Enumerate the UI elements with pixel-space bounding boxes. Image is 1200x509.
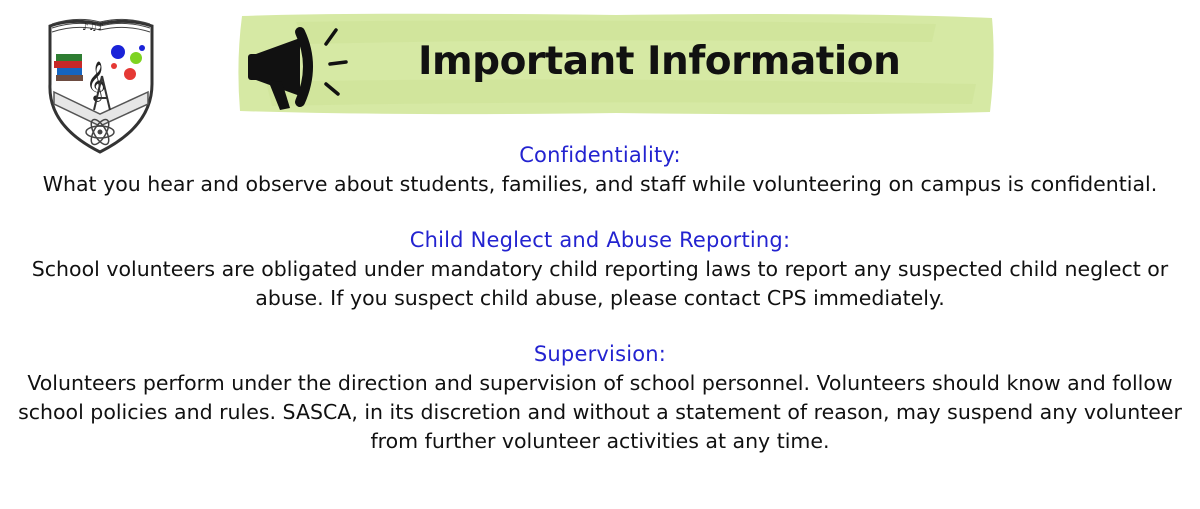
header-banner — [236, 12, 996, 116]
svg-text:♪♫♪: ♪♫♪ — [82, 22, 104, 33]
page-title: Important Information — [418, 39, 901, 84]
section-text: Volunteers perform under the direction and supervision of school personnel. Volunteers should know and follow school policies and rules. SASCA, in its discretion and without a statement of reason, may suspend any volunteer from further volunteer activities at any time. — [18, 371, 1182, 453]
section-text: What you hear and observe about students, families, and staff while volunteering on campus is confidential. — [42, 172, 1158, 196]
section-text: School volunteers are obligated under mandatory child reporting laws to report any suspected child neglect or abuse. If you suspect child abuse, please contact CPS immediately. — [31, 257, 1169, 310]
section-heading: Confidentiality: — [519, 143, 681, 167]
megaphone-icon — [242, 18, 352, 118]
svg-text:𝄞: 𝄞 — [86, 61, 107, 101]
school-crest-logo — [42, 14, 160, 154]
section-supervision — [0, 339, 1200, 456]
school-crest-icon — [42, 14, 160, 154]
section-heading: Child Neglect and Abuse Reporting: — [409, 228, 791, 252]
section-confidentiality — [0, 140, 1200, 199]
section-heading: Supervision: — [533, 342, 667, 366]
section-abuse-reporting — [0, 225, 1200, 313]
info-content — [0, 140, 1200, 482]
